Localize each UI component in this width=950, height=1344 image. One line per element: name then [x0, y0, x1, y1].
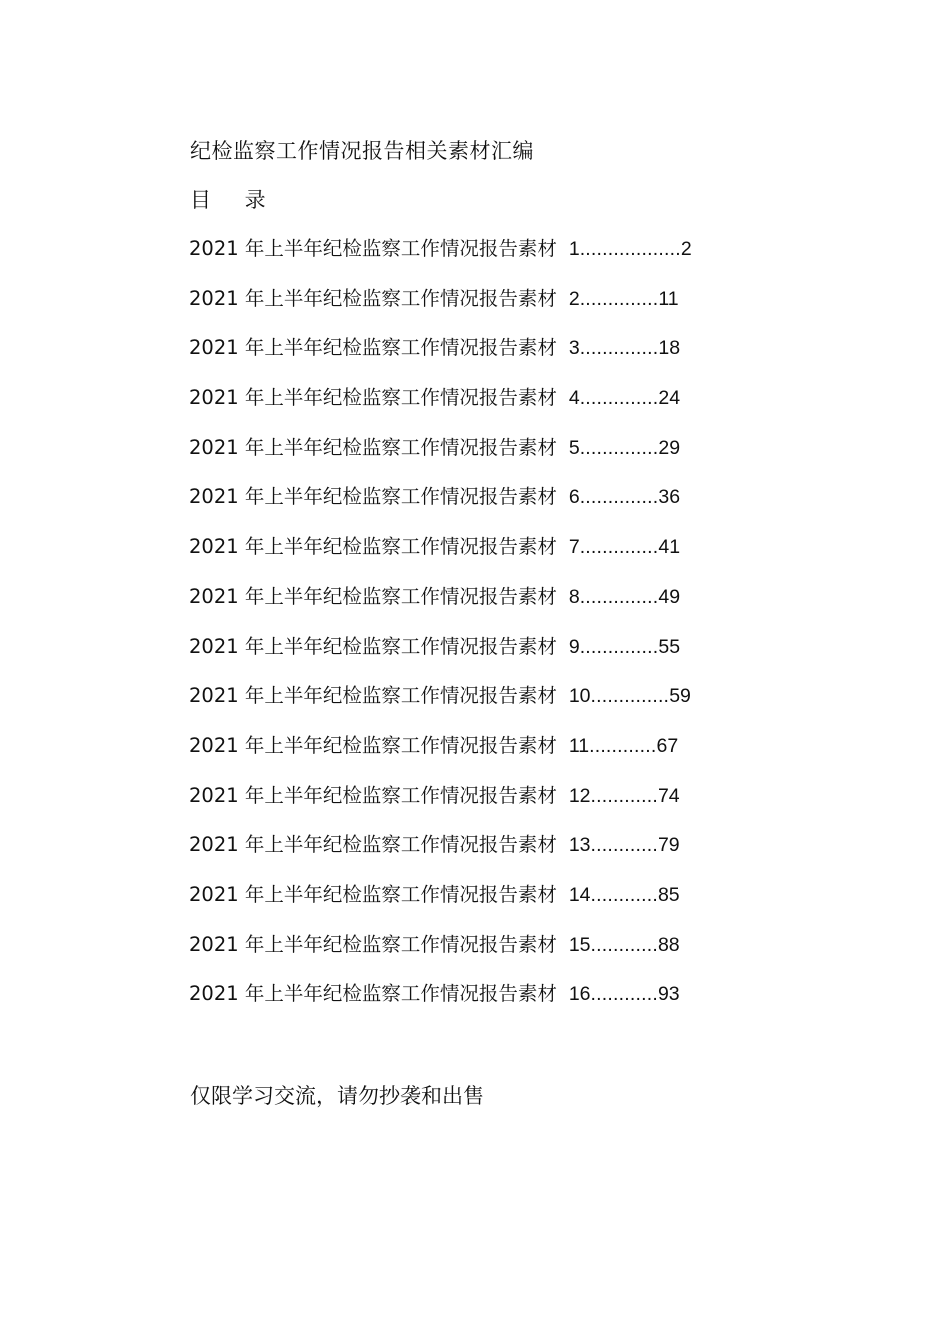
toc-entry-15[interactable]: [189, 930, 749, 980]
toc-entry-label: 2021 年上半年纪检监察工作情况报告素材: [189, 783, 557, 807]
toc-entry-number: 11: [568, 734, 590, 757]
toc-page-number: 41: [658, 536, 681, 559]
toc-entry-label: 2021 年上半年纪检监察工作情况报告素材: [189, 286, 557, 310]
toc-entry-2[interactable]: [189, 284, 749, 334]
toc-entry-8[interactable]: [189, 582, 749, 632]
toc-entry-number: 14: [568, 883, 591, 906]
toc-entry-label: 2021 年上半年纪检监察工作情况报告素材: [189, 932, 557, 956]
toc-entry-number: 3: [568, 337, 580, 360]
toc-entry-12[interactable]: [189, 781, 749, 831]
toc-entry-number: 16: [568, 983, 591, 1006]
toc-page-number: 49: [658, 585, 681, 608]
toc-entry-number: 12: [568, 784, 591, 807]
toc-entry-6[interactable]: [189, 482, 749, 532]
toc-entry-3[interactable]: [189, 333, 749, 383]
toc-dot-leader: ..............: [579, 536, 659, 559]
toc-entry-9[interactable]: [189, 632, 749, 682]
toc-page-number: 18: [658, 337, 681, 360]
toc-heading: 目 录: [190, 188, 268, 212]
toc-entry-4[interactable]: [189, 383, 749, 433]
toc-page-number: 79: [657, 834, 680, 857]
toc-entry-13[interactable]: [189, 830, 749, 880]
toc-dot-leader: ............: [590, 784, 658, 807]
toc-entry-label: 2021 年上半年纪检监察工作情况报告素材: [189, 584, 557, 608]
toc-entry-number: 5: [568, 436, 580, 459]
toc-entry-label: 2021 年上半年纪检监察工作情况报告素材: [189, 982, 557, 1006]
toc-entry-label: 2021 年上半年纪检监察工作情况报告素材: [189, 386, 557, 410]
toc-dot-leader: ............: [589, 734, 657, 757]
toc-dot-leader: ..............: [579, 436, 659, 459]
table-of-contents: [189, 234, 749, 1029]
toc-entry-label: 2021 年上半年纪检监察工作情况报告素材: [189, 237, 557, 260]
toc-entry-number: 10: [568, 685, 591, 708]
toc-entry-7[interactable]: [189, 532, 749, 582]
toc-dot-leader: ..............: [579, 387, 659, 410]
toc-page-number: 36: [658, 486, 681, 509]
document-title: 纪检监察工作情况报告相关素材汇编: [190, 139, 534, 163]
toc-page-number: 59: [669, 685, 691, 708]
toc-entry-number: 1: [568, 238, 580, 260]
toc-page-number: 29: [658, 436, 681, 459]
toc-page-number: 11: [658, 287, 679, 310]
toc-entry-number: 4: [568, 387, 580, 410]
toc-entry-number: 2: [568, 287, 580, 310]
toc-page-number: 67: [656, 734, 679, 757]
toc-dot-leader: ..............: [590, 685, 670, 708]
toc-entry-number: 7: [568, 536, 580, 559]
footer-note: 仅限学习交流，请勿抄袭和出售: [190, 1084, 484, 1108]
toc-entry-5[interactable]: [189, 433, 749, 483]
toc-entry-1[interactable]: [189, 234, 749, 284]
toc-entry-label: 2021 年上半年纪检监察工作情况报告素材: [189, 336, 557, 360]
toc-entry-10[interactable]: [189, 681, 749, 731]
toc-dot-leader: ..............: [579, 486, 659, 509]
toc-page-number: 2: [680, 238, 692, 260]
toc-dot-leader: ..............: [579, 585, 659, 608]
toc-page-number: 93: [657, 983, 680, 1006]
toc-dot-leader: ..............: [579, 287, 659, 310]
toc-entry-label: 2021 年上半年纪检监察工作情况报告素材: [189, 882, 557, 906]
toc-entry-number: 6: [568, 486, 580, 509]
toc-entry-11[interactable]: [189, 731, 749, 781]
toc-entry-label: 2021 年上半年纪检监察工作情况报告素材: [189, 833, 557, 857]
toc-dot-leader: ............: [590, 834, 658, 857]
toc-entry-label: 2021 年上半年纪检监察工作情况报告素材: [189, 435, 557, 459]
toc-entry-number: 9: [568, 635, 580, 658]
toc-entry-number: 8: [568, 585, 580, 608]
toc-dot-leader: ..............: [579, 635, 659, 658]
toc-page-number: 88: [657, 933, 680, 956]
toc-dot-leader: ............: [590, 933, 658, 956]
toc-dot-leader: ............: [590, 983, 658, 1006]
toc-dot-leader: ............: [590, 883, 658, 906]
toc-entry-label: 2021 年上半年纪检监察工作情况报告素材: [189, 733, 557, 757]
toc-entry-number: 13: [568, 834, 591, 857]
toc-entry-number: 15: [568, 933, 591, 956]
toc-entry-16[interactable]: [189, 979, 749, 1029]
toc-dot-leader: ..............: [579, 337, 659, 360]
toc-page-number: 55: [658, 635, 681, 658]
toc-entry-label: 2021 年上半年纪检监察工作情况报告素材: [189, 485, 557, 509]
toc-page-number: 24: [658, 387, 681, 410]
toc-entry-label: 2021 年上半年纪检监察工作情况报告素材: [189, 535, 557, 559]
toc-entry-label: 2021 年上半年纪检监察工作情况报告素材: [189, 684, 557, 708]
toc-entry-label: 2021 年上半年纪检监察工作情况报告素材: [189, 634, 557, 658]
toc-entry-14[interactable]: [189, 880, 749, 930]
toc-dot-leader: ..................: [579, 238, 681, 260]
toc-page-number: 85: [657, 883, 680, 906]
toc-page-number: 74: [657, 784, 680, 807]
